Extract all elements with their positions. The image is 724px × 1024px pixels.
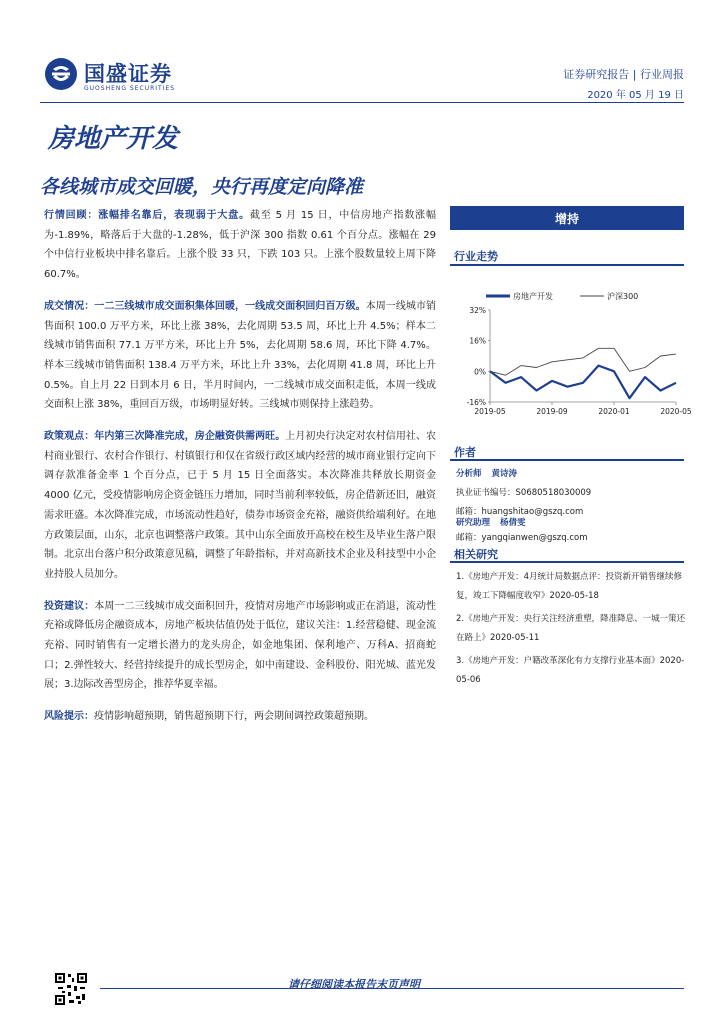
related-item[interactable]: 2.《房地产开发：央行关注经济重塑，降准降息、一城一策还在路上》2020-05-11	[456, 614, 686, 643]
related-divider	[450, 561, 684, 563]
report-kind: 证券研究报告 | 行业周报	[563, 68, 684, 81]
header-divider	[40, 102, 684, 103]
logo-subtext: GUOSHENG SECURITIES	[84, 85, 176, 92]
analyst-cert-row	[456, 486, 686, 498]
paragraph-body: 疫情影响超预期，销售超预期下行，两会期间调控政策超预期。	[94, 711, 374, 723]
legend-label-csi300: 沪深300	[607, 292, 639, 301]
qr-code-icon	[54, 972, 88, 1006]
email-label: 邮箱：	[456, 533, 482, 543]
paragraph-policy	[44, 427, 436, 585]
paragraph-body: 本周一二三线城市成交面积回升，疫情对房地产市场影响或正在消退，流动性充裕或降低房企融资成本，房地产板块估值仍处于低位，建议关注：1.经营稳健、现金流充裕、同时销售有一定增长潜力的龙头房企，如金地集团、保利地产、万科A、招商蛇口；2.弹性较大、经营持续提升的成长型房企，如中南建设、金科股份、阳光城、蓝光发展；3.边际改善型房企，推荐华夏幸福。	[44, 600, 437, 691]
analyst-label: 分析师	[456, 469, 482, 479]
logo-text: 国盛证券	[84, 62, 172, 86]
legend-label-property: 房地产开发	[513, 292, 553, 301]
paragraph-investment	[44, 597, 436, 696]
x-tick-label: 2020-01	[598, 407, 630, 416]
trend-divider	[450, 264, 684, 266]
paragraph-lead: 行情回顾：涨幅排名靠后，表现弱于大盘。	[44, 210, 250, 221]
x-tick-label: 2019-05	[474, 407, 506, 416]
analyst-row	[456, 467, 686, 479]
cert-number: S0680518030009	[515, 488, 592, 498]
paragraph-lead: 成交情况：一二三线城市成交面积集体回暖，一线成交面积回归百万级。	[44, 300, 366, 312]
email-label: 邮箱：	[456, 507, 482, 517]
paragraph-body: 本周一线城市销售面积 100.0 万平方米，环比上涨 38%，去化周期 53.5 周，环比上升 4.5%；样本二线城市销售面积 77.1 万平方米，环比上升 5%，去化周期 58.6 周，环比下降 4.7%。样本三线城市销售面积 138.4 万平方米，环比上升 33%，去化周期 41.8 周，环比上升 0.5%。自上月 22 日到本月 6 日，半月时间内，一二线城市成交面积走低，本周一线成交面积上涨 38%，重回百万级，市场明显好转。三线城市则保持上涨趋势。	[44, 300, 437, 411]
report-headline: 各线城市成交回暖，央行再度定向降准	[40, 176, 364, 198]
analyst-email[interactable]: huangshitao@gszq.com	[481, 507, 584, 517]
main-text-column	[44, 206, 436, 739]
paragraph-market-review	[44, 206, 436, 285]
assistant-email[interactable]: yangqianwen@gszq.com	[481, 533, 588, 543]
rating-badge: 增持	[450, 206, 684, 230]
paragraph-risk	[44, 707, 436, 727]
chart-legend	[486, 291, 638, 301]
series-line-property	[490, 366, 676, 399]
y-tick-label: 32%	[469, 306, 486, 315]
series-line-csi300	[490, 348, 676, 375]
paragraph-body: 上月初央行决定对农村信用社、农村商业银行、农村合作银行、村镇银行和仅在省级行政区域内经营的城市商业银行定向下调存款准备金率 1 个百分点，已于 5 月 15 日全面落实。本次降准共释放长期资金 4000 亿元，受疫情影响房企资金链压力增加，同时当前利率较低，房企借新还旧，融资需求旺盛。本次降准完成，市场流动性趋好，债券市场资金充裕，融资供给端利好。在地方政策层面，山东，北京也调整落户政策。其中山东全面放开高校在校生及毕业生落户限制。北京出台落户积分政策意见稿，调整了年龄指标，并对高新技术企业及科技型中小企业持股人员加分。	[44, 431, 437, 580]
cert-label: 执业证书编号：	[456, 488, 516, 498]
y-tick-label: 0%	[474, 367, 486, 377]
related-item[interactable]: 1.《房地产开发：4月统计局数据点评：投资新开销售继续修复，竣工下降幅度收窄》2020-05-18	[456, 572, 683, 601]
assistant-name: 杨倩雯	[500, 518, 526, 528]
paragraph-lead: 政策观点：年内第三次降准完成，房企融资供需两旺。	[44, 431, 286, 443]
trend-chart	[450, 280, 692, 424]
x-tick-label: 2019-09	[536, 407, 568, 416]
related-item[interactable]: 3.《房地产开发：户籍改革深化有力支撑行业基本面》2020-05-06	[456, 656, 685, 685]
disclaimer-note[interactable]: 请仔细阅读本报告末页声明	[288, 978, 420, 991]
paragraph-lead: 风险提示：	[44, 711, 94, 723]
assistant-label: 研究助理	[456, 518, 491, 528]
related-list	[456, 568, 686, 694]
analyst-name: 黄诗涛	[491, 469, 518, 479]
paragraph-transactions	[44, 297, 436, 415]
y-tick-label: 16%	[469, 336, 486, 346]
company-logo	[44, 57, 194, 103]
report-date: 2020 年 05 月 19 日	[587, 90, 684, 101]
assistant-row	[456, 516, 686, 528]
paragraph-body: 截至 5 月 15 日，中信房地产指数涨幅为-1.89%，略落后于大盘的-1.28%，低于沪深 300 指数 0.61 个百分点。涨幅在 29 个中信行业板块中排名靠后。上涨个股 33 只，下跌 103 只。上涨个股数量较上周下降 60.7%。	[44, 210, 436, 281]
related-title: 相关研究	[454, 548, 498, 561]
paragraph-lead: 投资建议：	[44, 600, 95, 612]
author-divider	[450, 459, 684, 461]
assistant-email-row	[456, 531, 686, 543]
y-tick-label: -16%	[466, 398, 486, 407]
sector-title: 房地产开发	[48, 124, 179, 154]
trend-title: 行业走势	[454, 250, 498, 263]
logo-mark-icon	[44, 57, 78, 91]
author-title: 作者	[454, 446, 476, 459]
x-tick-label: 2020-05	[660, 407, 692, 416]
